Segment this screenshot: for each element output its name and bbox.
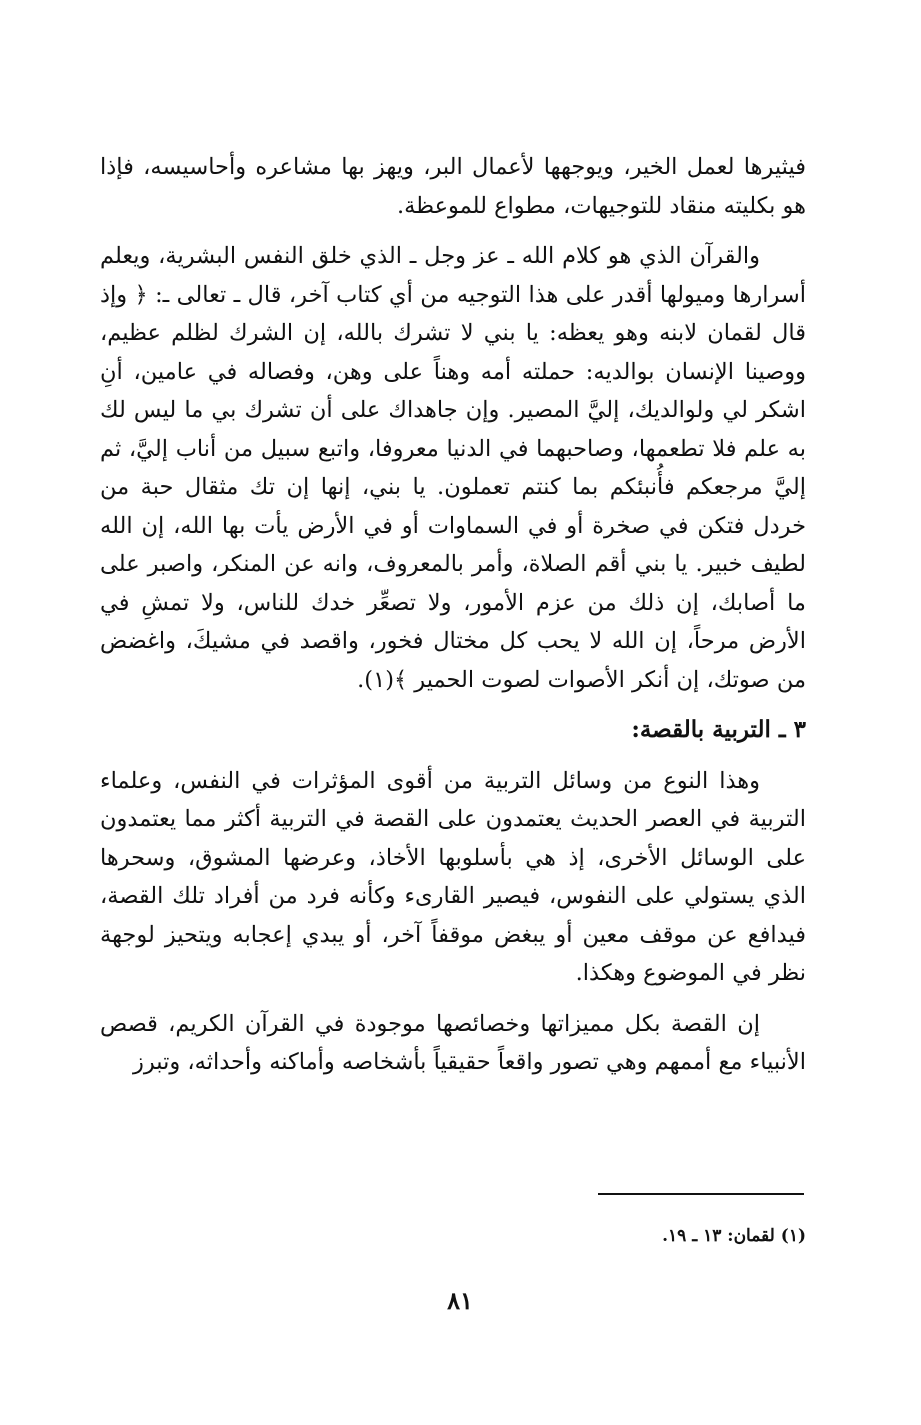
footnote: (١) لقمان: ١٣ ـ ١٩. [662, 1226, 806, 1246]
page-body [100, 148, 806, 1082]
paragraph-2: والقرآن الذي هو كلام الله ـ عز وجل ـ الذي خلق النفس البشرية، ويعلم أسرارها وميولها أقدر على هذا التوجيه من أي كتاب آخر، قال ـ تعالى ـ: ﴿ وإذ قال لقمان لابنه وهو يعظه: يا بني لا تشرك بالله، إن الشرك لظلم عظيم، ووصينا الإنسان بوالديه: حملته أمه وهناً على وهن، وفصاله في عامين، أنِ اشكر لي ولوالديك، إليَّ المصير. وإن جاهداك على أن تشرك بي ما ليس لك به علم فلا تطعمها، وصاحبهما في الدنيا معروفا، واتبع سبيل من أناب إليَّ، ثم إليَّ مرجعكم فأُنبئكم بما كنتم تعملون. يا بني، إنها إن تك مثقال حبة من خردل فتكن في صخرة أو في السماوات أو في الأرض يأت بها الله، إن الله لطيف خبير. يا بني أقم الصلاة، وأمر بالمعروف، وانه عن المنكر، واصبر على ما أصابك، إن ذلك من عزم الأمور، ولا تصعِّر خدك للناس، ولا تمشِ في الأرض مرحاً، إن الله لا يحب كل مختال فخور، واقصد في مشيكَ، واغضض من صوتك، إن أنكر الأصوات لصوت الحمير ﴾(١). [100, 243, 806, 693]
footnote-separator [598, 1193, 804, 1195]
paragraph-1: فيثيرها لعمل الخير، ويوجهها لأعمال البر، ويهز بها مشاعره وأحاسيسه، فإذا هو بكليته منقاد للتوجيهات، مطواع للموعظة. [100, 154, 806, 219]
section-heading: ٣ ـ التربية بالقصة: [631, 716, 806, 743]
paragraph-4: إن القصة بكل مميزاتها وخصائصها موجودة في القرآن الكريم، قصص الأنبياء مع أممهم وهي تصور واقعاً حقيقياً بأشخاصه وأماكنه وأحداثه، وتبرز [100, 1010, 806, 1075]
paragraph-3: وهذا النوع من وسائل التربية من أقوى المؤثرات في النفس، وعلماء التربية في العصر الحديث يعتمدون على القصة في التربية أكثر مما يعتمدون على الوسائل الأخرى، إذ هي بأسلوبها الأخاذ، وعرضها المشوق، وسحرها الذي يستولي على النفوس، فيصير القارىء وكأنه فرد من أفراد تلك القصة، فيدافع عن موقف معين أو يبغض موقفاً آخر، أو يبدي إعجابه ويتحيز لوجهة نظر في الموضوع وهكذا. [100, 767, 806, 986]
page-number: ٨١ [447, 1286, 473, 1315]
